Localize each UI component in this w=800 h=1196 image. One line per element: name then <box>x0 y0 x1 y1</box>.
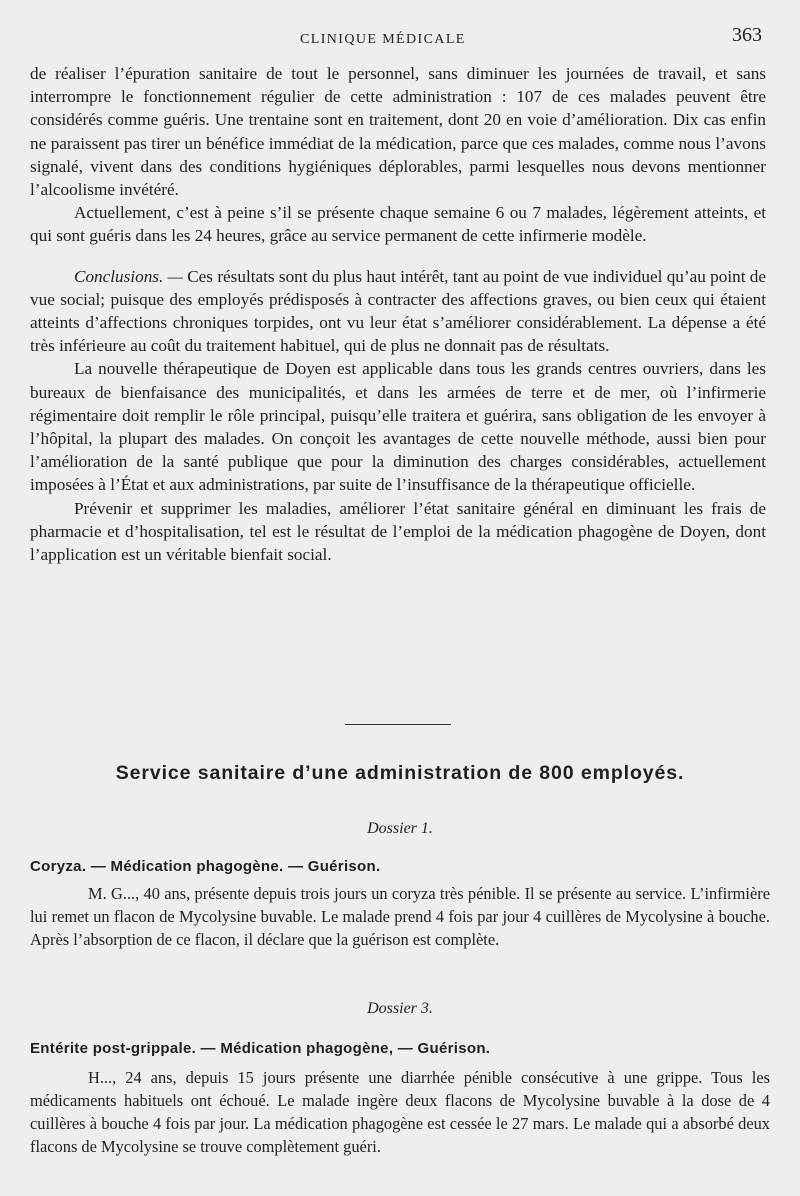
section-title: Service sanitaire d’une administration de 800 employés. <box>115 762 685 784</box>
paragraph: de réaliser l’épuration sanitaire de tout le personnel, sans diminuer les journées de travail, et sans interrompre le fonctionnement régulier de cette administration : 107 de ces malades peuvent être considérés comme guéris. Une trentaine sont en traitement, dont 20 en voie d’amélioration. Dix cas enfin ne paraissent pas tirer un bénéfice immédiat de la médication, parce que ces malades, comme nous l’avons signalé, vivent dans des conditions hygiéniques déplorables, parmi lesquelles nous devons mentionner l’alcoolisme invétéré. <box>30 64 766 200</box>
conclusions-text: Ces résultats sont du plus haut intérêt, tant au point de vue individuel qu’au point de vue social; puisque des employés prédisposés à contracter des affections graves, ou bien ceux qui étaient atteints d’affections chroniques torpides, ont vu leur état s’améliorer considérablement. La dépense a été très inférieure au coût du traitement habituel, qui de plus ne donnait pas de résultats. <box>30 266 767 356</box>
case-text <box>30 882 770 951</box>
case-heading: Entérite post-grippale. — Médication phagogène, — Guérison. <box>30 1040 491 1057</box>
case-paragraph: H..., 24 ans, depuis 15 jours présente une diarrhée pénible consécutive à une grippe. Tous les médicaments habituels ont échoué. Le malade ingère deux flacons de Mycolysine buvable à la dose de 4 cuillères à bouche 4 fois par jour. La médication phagogène est cessée le 27 mars. Le malade qui a absorbé deux flacons de Mycolysine se trouve complètement guéri. <box>30 1068 770 1156</box>
case-paragraph: M. G..., 40 ans, présente depuis trois jours un coryza très pénible. Il se présente au service. L’infirmière lui remet un flacon de Mycolysine buvable. Le malade prend 4 fois par jour 4 cuillères de Mycolysine à bouche. Après l’absorption de ce flacon, il déclare que la guérison est complète. <box>30 884 770 949</box>
dossier-label: Dossier 3. <box>367 1000 433 1017</box>
page-number: 363 <box>732 24 762 46</box>
running-title: CLINIQUE MÉDICALE <box>300 32 466 47</box>
conclusions-paragraph <box>30 265 766 358</box>
case-text <box>30 1066 770 1158</box>
paragraph: Prévenir et supprimer les maladies, améliorer l’état sanitaire général en diminuant les frais de pharmacie et d’hospitalisation, tel est le résultat de l’emploi de la médication phagogène de Doyen, dont l’application est un véritable bienfait social. <box>30 498 766 565</box>
paragraph: Actuellement, c’est à peine s’il se présente chaque semaine 6 ou 7 malades, légèrement atteints, et qui sont guéris dans les 24 heures, grâce au service permanent de cette infirmerie modèle. <box>30 203 766 246</box>
section-divider <box>345 724 451 725</box>
dossier-label: Dossier 1. <box>367 820 433 837</box>
conclusions-label: Conclusions. — <box>74 266 183 286</box>
paragraph: La nouvelle thérapeutique de Doyen est applicable dans tous les grands centres ouvriers, dans les bureaux de bienfaisance des municipalités, et dans les armées de terre et de mer, où l’infirmerie régimentaire doit remplir le rôle principal, puisqu’elle traitera et guérira, sans obligation de les envoyer à l’hôpital, la plupart des malades. On conçoit les avantages de cette nouvelle méthode, aussi bien pour l’amélioration de la santé publique que pour la diminution des charges considérables, actuellement imposées à l’État et aux administrations, par suite de l’insuffisance de la thérapeutique officielle. <box>30 359 766 495</box>
case-heading: Coryza. — Médication phagogène. — Guérison. <box>30 858 381 875</box>
body-text <box>30 62 766 566</box>
page-header <box>0 22 800 52</box>
